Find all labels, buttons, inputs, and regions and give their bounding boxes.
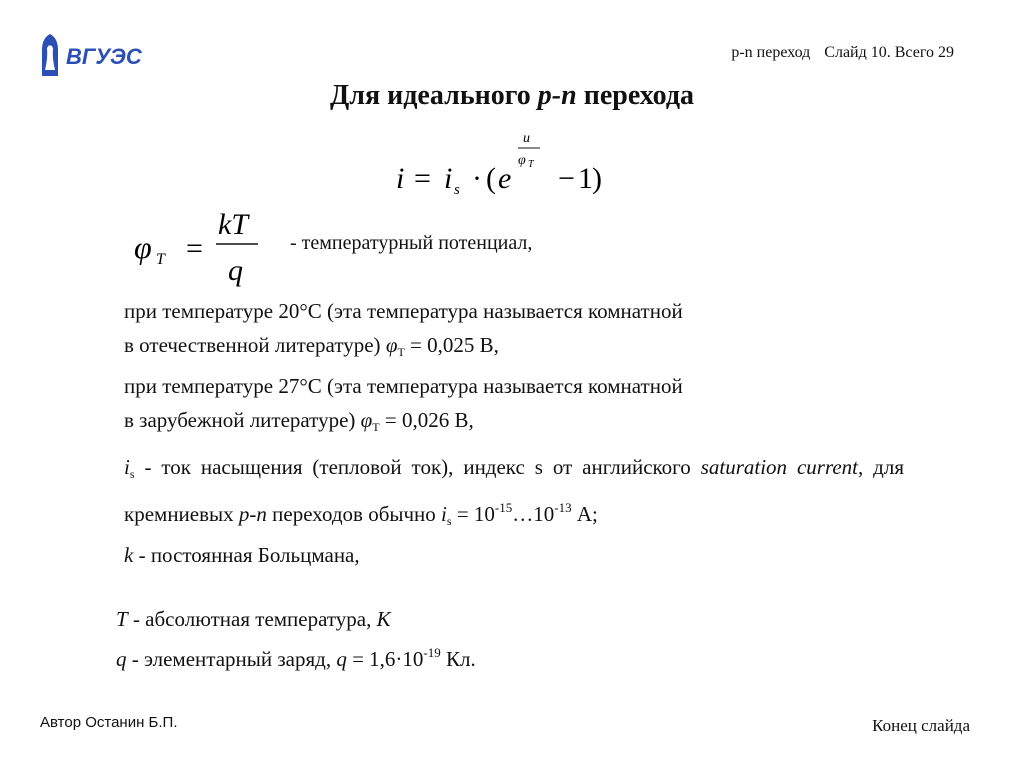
svg-text:kT: kT: [218, 208, 248, 241]
slide-header-info: [731, 44, 954, 62]
diode-equation: [392, 130, 632, 200]
text-line: в отечественной литературе) $\varphi_T = 0,025$ В,: [124, 333, 499, 359]
svg-text:=: =: [414, 162, 431, 195]
svg-text:s: s: [454, 182, 460, 198]
charge-definition: q - элементарный заряд, $q = 1,6\cdot 10^{-19}$ Кл.: [116, 645, 476, 671]
svg-text:T: T: [528, 159, 534, 170]
svg-text:φ: φ: [134, 229, 152, 265]
constants-notes: [116, 602, 896, 676]
svg-text:·: ·: [472, 162, 482, 195]
logo-text: ВГУЭС: [66, 44, 142, 69]
slide-counter: Слайд 10. Всего 29: [824, 44, 954, 61]
svg-text:e: e: [498, 162, 512, 195]
logo-emblem-icon: [42, 34, 58, 76]
university-logo: [38, 30, 158, 80]
svg-text:): ): [592, 162, 602, 195]
topic-label: p-n переход: [731, 44, 811, 61]
svg-text:φ: φ: [518, 153, 526, 168]
svg-text:i: i: [444, 162, 453, 195]
end-of-slide-label: Конец слайда: [872, 716, 970, 735]
text-line: в зарубежной литературе) $\varphi_T = 0,026$ В,: [124, 408, 474, 434]
boltzmann-definition: k - постоянная Больцмана,: [124, 543, 360, 567]
svg-text:i: i: [396, 162, 405, 195]
saturation-current-notes: [124, 450, 904, 572]
thermal-voltage-formula: [130, 204, 280, 290]
temperature-notes: [124, 294, 904, 444]
svg-text:(: (: [486, 162, 496, 195]
author-label: Автор Останин Б.П.: [40, 714, 178, 731]
temperature-definition: T - абсолютная температура, К: [116, 607, 391, 631]
svg-text:=: =: [186, 232, 203, 265]
thermal-voltage-description: - температурный потенциал,: [290, 232, 533, 254]
text-line: при температуре 27°С (эта температура называется комнатной: [124, 374, 683, 398]
svg-text:1: 1: [578, 162, 593, 195]
slide-title: Для идеального p-n перехода: [330, 80, 694, 111]
svg-text:T: T: [156, 251, 165, 268]
text-line: при температуре 20°С (эта температура называется комнатной: [124, 299, 683, 323]
svg-text:q: q: [228, 254, 243, 287]
svg-text:−: −: [558, 162, 575, 195]
saturation-current-definition: $i_s$ - ток насыщения (тепловой ток), индекс s от английского saturation current, для кремниевых p-n переходов обычно $i_s$ = $10^{-15}\dots 10^{-13}$ А;: [124, 455, 904, 528]
svg-text:u: u: [523, 131, 530, 146]
